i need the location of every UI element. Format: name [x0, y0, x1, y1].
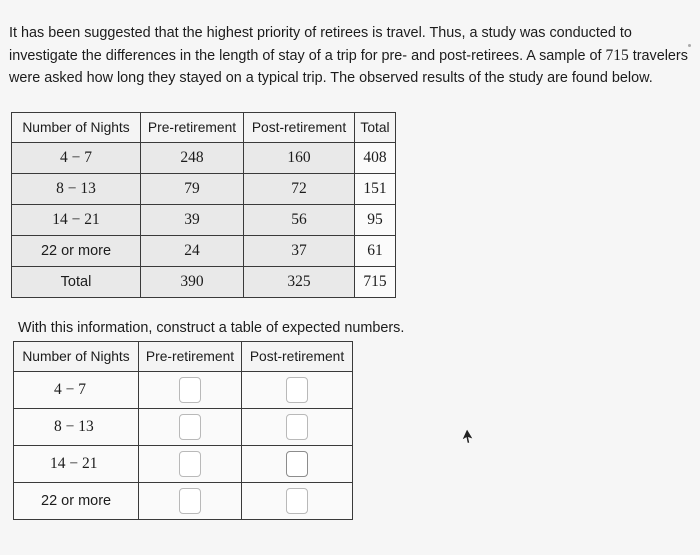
pre-cell [139, 372, 242, 409]
pre-value: 24 [141, 236, 244, 267]
row-label: 4 − 7 [12, 143, 141, 174]
post-value: 72 [244, 174, 355, 205]
expected-pre-input[interactable] [179, 451, 201, 477]
intro-text-1: It has been suggested that the highest priority of retirees is travel. Thus, a study was conducted to investigate the differences in the length of stay of a trip for pre- and post-retirees. A sample of [9, 25, 632, 64]
instruction-text: With this information, construct a table of expected numbers. [18, 320, 405, 336]
row-label: 14 − 21 [14, 446, 139, 483]
total-value: 715 [355, 267, 396, 298]
sample-size: 715 [605, 46, 629, 64]
table-row [14, 409, 353, 446]
observed-header-row [12, 113, 396, 143]
pre-value: 390 [141, 267, 244, 298]
problem-statement [9, 22, 695, 90]
total-value: 95 [355, 205, 396, 236]
expected-post-input[interactable] [286, 451, 308, 477]
expected-header-row [14, 342, 353, 372]
row-label: Total [12, 267, 141, 298]
post-cell [242, 409, 353, 446]
post-cell [242, 483, 353, 520]
total-value: 61 [355, 236, 396, 267]
expected-pre-input[interactable] [179, 377, 201, 403]
expected-post-input[interactable] [286, 488, 308, 514]
mouse-pointer-icon [460, 428, 474, 444]
pre-cell [139, 446, 242, 483]
total-value: 408 [355, 143, 396, 174]
observed-table [11, 112, 396, 298]
table-row [14, 446, 353, 483]
table-row [14, 372, 353, 409]
pre-cell [139, 483, 242, 520]
row-label: 8 − 13 [14, 409, 139, 446]
table-row [12, 205, 396, 236]
col-header-total: Total [355, 113, 396, 143]
post-value: 160 [244, 143, 355, 174]
pre-cell [139, 409, 242, 446]
expected-post-input[interactable] [286, 377, 308, 403]
table-row [12, 143, 396, 174]
row-label: 22 or more [14, 483, 139, 520]
expected-table [13, 341, 353, 520]
dust-speck [688, 44, 691, 47]
expected-pre-input[interactable] [179, 488, 201, 514]
table-row [14, 483, 353, 520]
total-value: 151 [355, 174, 396, 205]
col-header-pre: Pre-retirement [141, 113, 244, 143]
row-label: 22 or more [12, 236, 141, 267]
col-header-post: Post-retirement [242, 342, 353, 372]
row-label: 14 − 21 [12, 205, 141, 236]
col-header-nights: Number of Nights [14, 342, 139, 372]
col-header-pre: Pre-retirement [139, 342, 242, 372]
post-value: 56 [244, 205, 355, 236]
table-row [12, 236, 396, 267]
expected-post-input[interactable] [286, 414, 308, 440]
row-label: 8 − 13 [12, 174, 141, 205]
post-value: 37 [244, 236, 355, 267]
row-label: 4 − 7 [14, 372, 139, 409]
post-value: 325 [244, 267, 355, 298]
pre-value: 79 [141, 174, 244, 205]
table-row [12, 267, 396, 298]
table-row [12, 174, 396, 205]
expected-pre-input[interactable] [179, 414, 201, 440]
col-header-post: Post-retirement [244, 113, 355, 143]
post-cell [242, 446, 353, 483]
pre-value: 248 [141, 143, 244, 174]
col-header-nights: Number of Nights [12, 113, 141, 143]
intro-text-2: travelers were asked how long they stayed on a typical trip. The observed results of the study are found below. [9, 47, 688, 86]
post-cell [242, 372, 353, 409]
pre-value: 39 [141, 205, 244, 236]
